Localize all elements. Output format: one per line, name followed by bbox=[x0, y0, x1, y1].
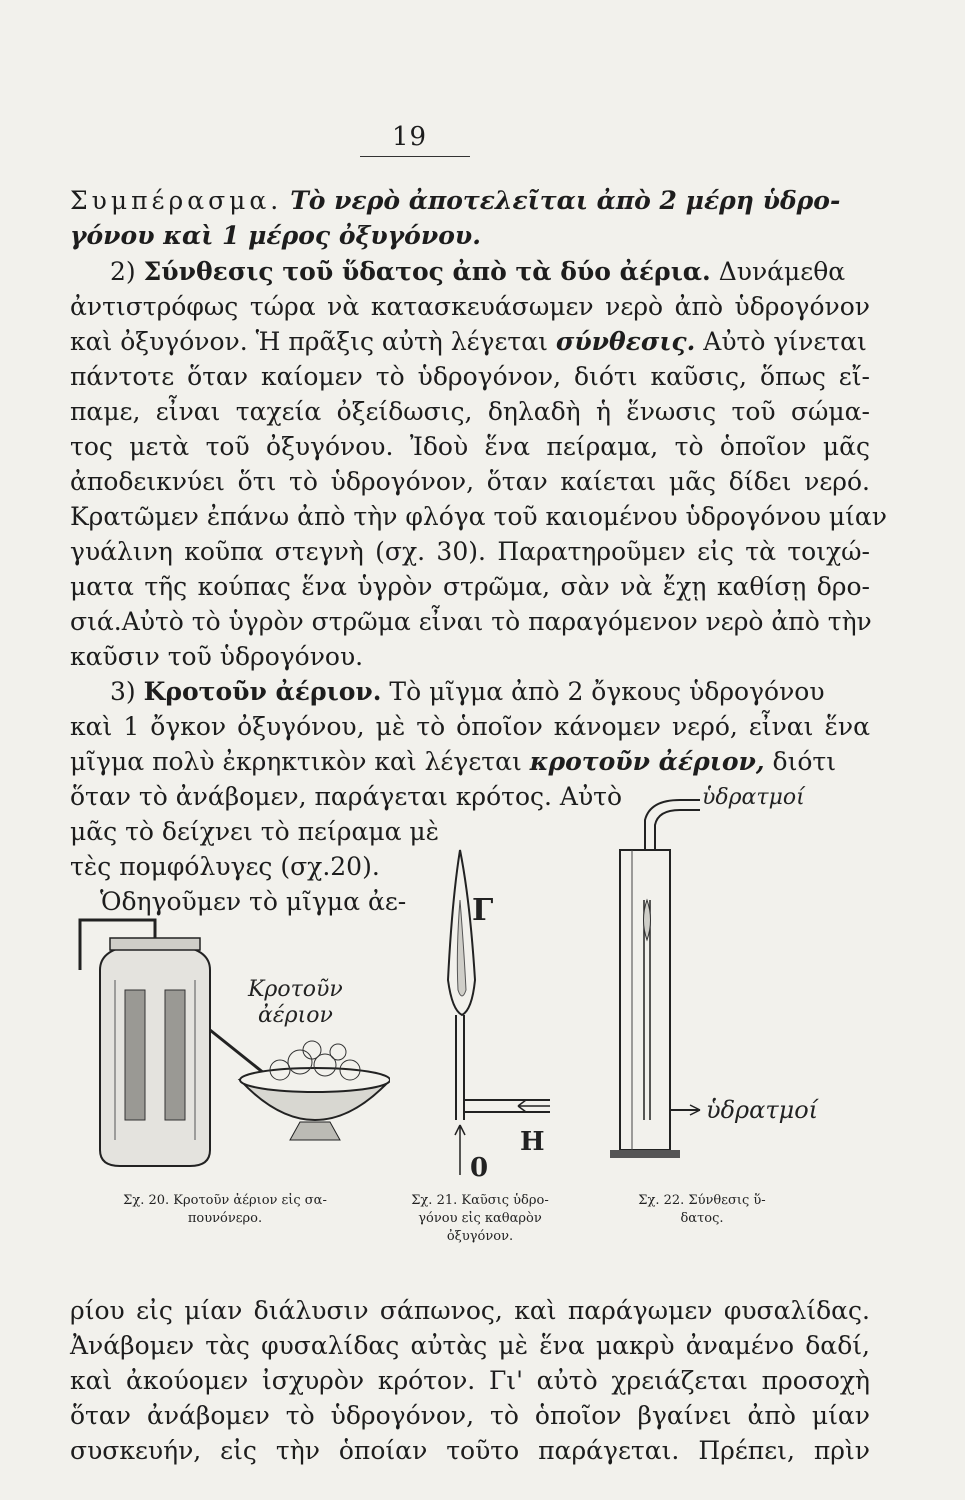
continuation-line-5: συσκευήν, εἰς τὴν ὁποίαν τοῦτο παράγεται. Πρέπει, πρὶν bbox=[70, 1436, 870, 1465]
section-2-term-synthesis: σύνθεσις. bbox=[555, 327, 696, 356]
figure-20 bbox=[60, 910, 390, 1180]
section-3-line-7: Ὁδηγοῦμεν τὸ μῖγμα ἀε- bbox=[100, 887, 407, 916]
conclusion-label: Συμπέρασμα. bbox=[70, 186, 283, 215]
conclusion-line-2: γόνου καὶ 1 μέρος ὀξυγόνου. bbox=[70, 221, 481, 250]
section-2-line-3 bbox=[70, 327, 870, 357]
section-3-term-detonating-gas: κροτοῦν ἀέριον, bbox=[529, 747, 765, 776]
section-2-line-12: καῦσιν τοῦ ὑδρογόνου. bbox=[70, 642, 364, 671]
section-3-line3-a: μῖγμα πολὺ ἐκρηκτικὸν καὶ λέγεται bbox=[70, 747, 522, 776]
figure-20-label-line-1: Κροτοῦν bbox=[248, 977, 343, 1002]
header-rule bbox=[360, 156, 470, 157]
section-2-line-10: ματα τῆς κούπας ἕνα ὑγρὸν στρῶμα, σὰν νὰ ἔχῃ καθίσῃ δρο- bbox=[70, 572, 870, 601]
figure-21 bbox=[400, 820, 580, 1180]
figure-22-caption bbox=[612, 1192, 792, 1228]
continuation-line-1: ρίου εἰς μίαν διάλυσιν σάπωνος, καὶ παράγωμεν φυσαλίδας. bbox=[70, 1296, 870, 1325]
figure-21-label-zero: 0 bbox=[470, 1153, 489, 1180]
figure-20-label-line-2: ἀέριον bbox=[258, 1003, 333, 1028]
figure-22 bbox=[590, 780, 830, 1180]
section-3-line-6: τὲς πομφόλυγες (σχ.20). bbox=[70, 852, 380, 881]
section-2-line-9: γυάλινη κοῦπα στεγνὴ (σχ. 30). Παρατηροῦμεν εἰς τὰ τοιχώ- bbox=[70, 537, 870, 566]
section-3-number: 3) bbox=[110, 677, 136, 706]
figure-21-label-eta: Η bbox=[520, 1127, 545, 1157]
page-number: 19 bbox=[392, 122, 428, 152]
figure-22-label-side: ὑδρατμοί bbox=[706, 1096, 819, 1124]
continuation-line-3: καὶ ἀκούομεν ἰσχυρὸν κρότον. Γι' αὐτὸ χρειάζεται προσοχὴ bbox=[70, 1366, 870, 1395]
section-3-line-5: μᾶς τὸ δείχνει τὸ πείραμα μὲ bbox=[70, 817, 440, 846]
figure-22-drawing bbox=[590, 780, 830, 1180]
figure-20-caption-line-1: Σχ. 20. Κροτοῦν ἀέριον εἰς σα- bbox=[123, 1193, 327, 1208]
figure-22-caption-line-1: Σχ. 22. Σύνθεσις ὕ- bbox=[638, 1193, 766, 1208]
section-2-line1-tail: Δυνάμεθα bbox=[718, 257, 846, 286]
figure-21-drawing bbox=[400, 820, 580, 1180]
section-2-line-5: παμε, εἶναι ταχεία ὀξείδωσις, δηλαδὴ ἡ ἕνωσις τοῦ σώμα- bbox=[70, 397, 870, 426]
section-2-number: 2) bbox=[110, 257, 136, 286]
section-2-line3-b: Αὐτὸ γίνεται bbox=[703, 327, 867, 356]
figure-20-caption bbox=[80, 1192, 370, 1228]
continuation-line-2: Ἀνάβομεν τὰς φυσαλίδας αὐτὰς μὲ ἕνα μακρὺ ἀναμένο δαδί, bbox=[70, 1331, 870, 1360]
figure-22-caption-line-2: δατος. bbox=[680, 1211, 724, 1226]
section-2-line-7: ἀποδεικνύει ὅτι τὸ ὑδρογόνον, ὅταν καίεται μᾶς δίδει νερό. bbox=[70, 467, 870, 496]
figure-21-caption-line-2: γόνου εἰς καθαρὸν bbox=[418, 1211, 542, 1226]
section-3-line1-tail: Τὸ μῖγμα ἀπὸ 2 ὄγκους ὑδρογόνου bbox=[389, 677, 825, 706]
section-2-line3-a: καὶ ὀξυγόνον. Ἡ πρᾶξις αὐτὴ λέγεται bbox=[70, 327, 548, 356]
figure-22-label-top: ὑδρατμοί bbox=[702, 785, 805, 810]
section-3-line-4: ὅταν τὸ ἀνάβομεν, παράγεται κρότος. Αὐτὸ bbox=[70, 782, 623, 811]
section-3-line-3 bbox=[70, 747, 870, 777]
figure-21-caption bbox=[395, 1192, 565, 1246]
continuation-line-4: ὅταν ἀνάβομεν τὸ ὑδρογόνον, τὸ ὁποῖον βγαίνει ἀπὸ μίαν bbox=[70, 1401, 870, 1430]
figure-21-caption-line-3: ὀξυγόνον. bbox=[446, 1229, 514, 1244]
section-2-line-11: σιά.Αὐτὸ τὸ ὑγρὸν στρῶμα εἶναι τὸ παραγόμενον νερὸ ἀπὸ τὴν bbox=[70, 607, 872, 636]
figure-20-caption-line-2: πουνόνερο. bbox=[187, 1211, 263, 1226]
section-3-line-2: καὶ 1 ὄγκον ὀξυγόνου, μὲ τὸ ὁποῖον κάνομεν νερό, εἶναι ἕνα bbox=[70, 712, 870, 741]
section-2-line-4: πάντοτε ὅταν καίομεν τὸ ὑδρογόνον, διότι καῦσις, ὅπως εἴ- bbox=[70, 362, 870, 391]
section-2-line-6: τος μετὰ τοῦ ὀξυγόνου. Ἰδοὺ ἕνα πείραμα, τὸ ὁποῖον μᾶς bbox=[70, 432, 870, 461]
figure-21-label-gamma: Γ bbox=[472, 893, 494, 928]
conclusion-line-1 bbox=[70, 186, 870, 216]
figure-21-caption-line-1: Σχ. 21. Καῦσις ὑδρο- bbox=[411, 1193, 549, 1208]
section-2-heading-line bbox=[70, 257, 870, 287]
conclusion-text: Τὸ νερὸ ἀποτελεῖται ἀπὸ 2 μέρη ὑδρο- bbox=[290, 186, 841, 215]
section-2-line-8: Κρατῶμεν ἐπάνω ἀπὸ τὴν φλόγα τοῦ καιομένου ὑδρογόνου μίαν bbox=[70, 502, 888, 531]
section-3-heading: Κροτοῦν ἀέριον. bbox=[143, 677, 382, 706]
section-2-line-2: ἀντιστρόφως τώρα νὰ κατασκευάσωμεν νερὸ ἀπὸ ὑδρογόνον bbox=[70, 292, 870, 321]
figure-20-drawing bbox=[60, 910, 390, 1180]
section-2-heading: Σύνθεσις τοῦ ὕδατος ἀπὸ τὰ δύο ἀέρια. bbox=[143, 257, 711, 286]
section-3-heading-line bbox=[70, 677, 870, 707]
section-3-line3-b: διότι bbox=[772, 747, 837, 776]
